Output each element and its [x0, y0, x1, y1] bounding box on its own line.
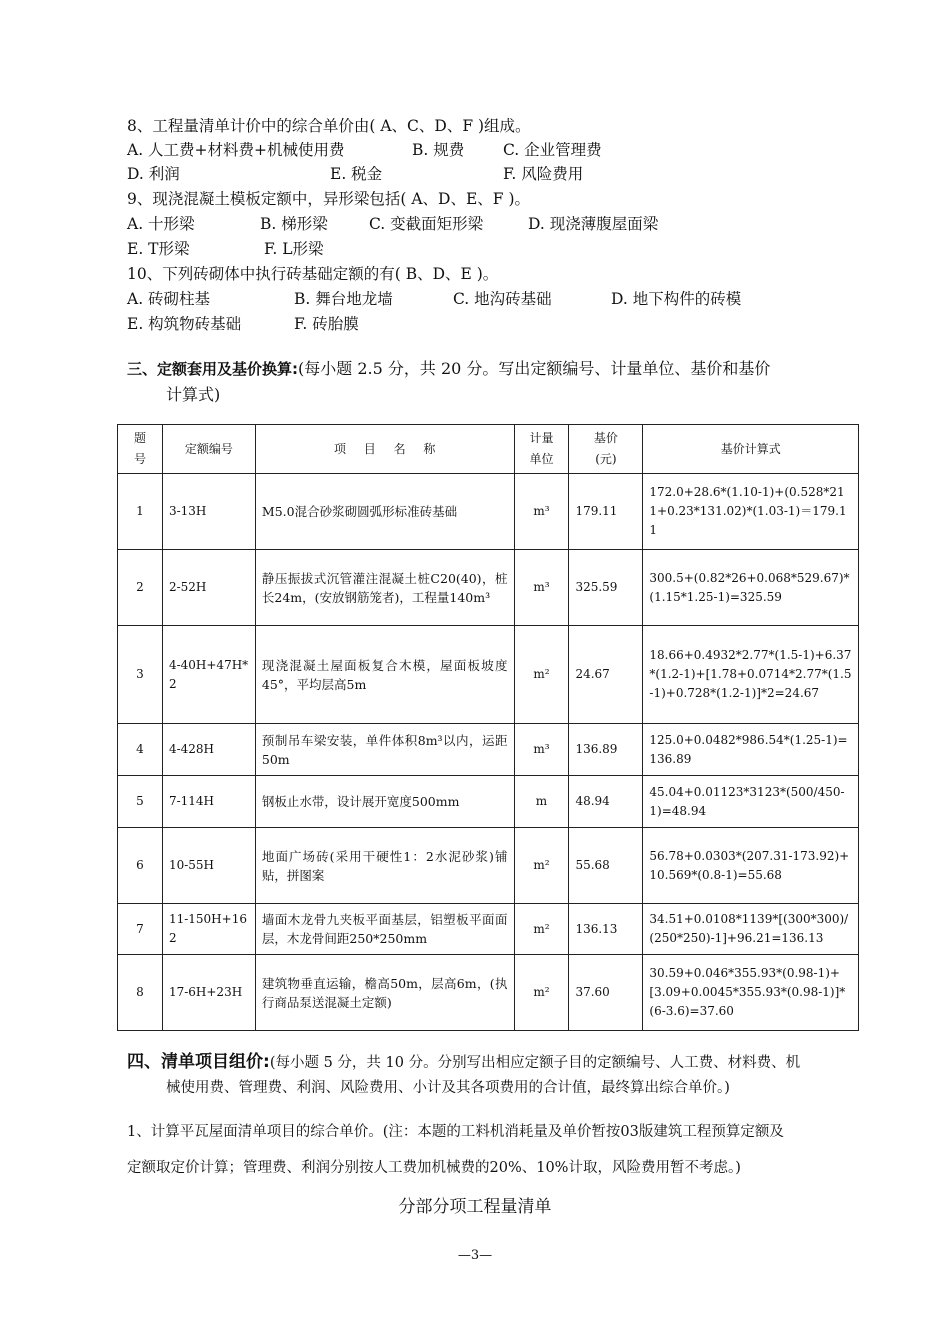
q9-stem: 9、现浇混凝土模板定额中，异形梁包括( A、D、E、F )。	[127, 190, 531, 208]
row-no: 8	[118, 955, 163, 1031]
q10-option-a: A. 砖砌柱基	[127, 290, 211, 308]
header-unit: 计量 单位	[514, 425, 569, 474]
row-code: 17-6H+23H	[162, 955, 255, 1031]
q10-stem: 10、下列砖砌体中执行砖基础定额的有( B、D、E )。	[127, 265, 499, 283]
table-row	[118, 776, 859, 828]
section4-title: 四、清单项目组价:	[127, 1052, 270, 1072]
table-row	[118, 474, 859, 550]
q8-option-c: C. 企业管理费	[503, 141, 602, 159]
row-name: 墙面木龙骨九夹板平面基层，铝塑板平面面层，木龙骨间距250*250mm	[255, 904, 514, 955]
q9-option-e: E. T形梁	[127, 240, 190, 258]
q9-option-a: A. 十形梁	[127, 215, 195, 233]
table-row	[118, 955, 859, 1031]
row-price: 136.13	[569, 904, 643, 955]
header-name: 项 目 名 称	[255, 425, 514, 474]
row-formula: 172.0+28.6*(1.10-1)+(0.528*211+0.23*131.02)*(1.03-1)＝179.11	[643, 474, 859, 550]
row-no: 1	[118, 474, 163, 550]
header-price: 基价 (元)	[569, 425, 643, 474]
row-name: 静压振拔式沉管灌注混凝土桩C20(40)，桩长24m，(安放钢筋笼者)，工程量140m³	[255, 550, 514, 626]
quota-table	[117, 424, 859, 1031]
row-price: 55.68	[569, 828, 643, 904]
header-formula: 基价计算式	[643, 425, 859, 474]
table-row	[118, 550, 859, 626]
q10-option-b: B. 舞台地龙墙	[294, 290, 393, 308]
row-formula: 30.59+0.046*355.93*(0.98-1)+[3.09+0.0045*355.93*(0.98-1)]*(6-3.6)=37.60	[643, 955, 859, 1031]
row-price: 136.89	[569, 724, 643, 776]
q10-option-e: E. 构筑物砖基础	[127, 315, 242, 333]
q9-option-f: F. L形梁	[264, 240, 324, 258]
row-name: 地面广场砖(采用干硬性1：2水泥砂浆)铺贴，拼图案	[255, 828, 514, 904]
row-price: 48.94	[569, 776, 643, 828]
row-code: 4-428H	[162, 724, 255, 776]
list-title: 分部分项工程量清单	[398, 1197, 552, 1217]
row-formula: 56.78+0.0303*(207.31-173.92)+10.569*(0.8-1)=55.68	[643, 828, 859, 904]
row-no: 3	[118, 626, 163, 724]
row-name: 钢板止水带，设计展开宽度500mm	[255, 776, 514, 828]
row-unit: m	[514, 776, 569, 828]
q8-option-e: E. 税金	[330, 165, 383, 183]
row-price: 179.11	[569, 474, 643, 550]
row-unit: m²	[514, 955, 569, 1031]
row-unit: m²	[514, 626, 569, 724]
section4-desc-line2: 械使用费、管理费、利润、风险费用、小计及其各项费用的合计值，最终算出综合单价。)	[166, 1080, 730, 1096]
row-code: 7-114H	[162, 776, 255, 828]
row-formula: 45.04+0.01123*3123*(500/450-1)=48.94	[643, 776, 859, 828]
q10-option-d: D. 地下构件的砖模	[611, 290, 742, 308]
table-header-row	[118, 425, 859, 474]
row-name: 现浇混凝土屋面板复合木模，屋面板坡度45°，平均层高5m	[255, 626, 514, 724]
row-unit: m²	[514, 904, 569, 955]
row-formula: 125.0+0.0482*986.54*(1.25-1)=136.89	[643, 724, 859, 776]
row-code: 2-52H	[162, 550, 255, 626]
row-formula: 18.66+0.4932*2.77*(1.5-1)+6.37*(1.2-1)+[1.78+0.0714*2.77*(1.5-1)+0.728*(1.2-1)]*2=24.67	[643, 626, 859, 724]
row-name: 预制吊车梁安装，单件体积8m³以内，运距50m	[255, 724, 514, 776]
row-unit: m³	[514, 724, 569, 776]
header-no: 题 号	[118, 425, 163, 474]
section3-title: 三、定额套用及基价换算:	[127, 360, 298, 378]
row-unit: m²	[514, 828, 569, 904]
row-unit: m³	[514, 474, 569, 550]
row-code: 4-40H+47H*2	[162, 626, 255, 724]
table-row	[118, 626, 859, 724]
row-no: 7	[118, 904, 163, 955]
row-no: 5	[118, 776, 163, 828]
row-no: 6	[118, 828, 163, 904]
q10-option-c: C. 地沟砖基础	[453, 290, 552, 308]
table-row	[118, 904, 859, 955]
q9-option-c: C. 变截面矩形梁	[369, 215, 484, 233]
row-no: 4	[118, 724, 163, 776]
section3-desc-line1: (每小题 2.5 分，共 20 分。写出定额编号、计量单位、基价和基价	[298, 359, 771, 378]
q9-option-d: D. 现浇薄腹屋面梁	[528, 215, 659, 233]
page-number: —3—	[457, 1248, 493, 1263]
header-code: 定额编号	[162, 425, 255, 474]
row-name: 建筑物垂直运输，檐高50m，层高6m，(执行商品泵送混凝土定额)	[255, 955, 514, 1031]
row-price: 37.60	[569, 955, 643, 1031]
q8-option-d: D. 利润	[127, 165, 180, 183]
row-code: 3-13H	[162, 474, 255, 550]
q9-option-b: B. 梯形梁	[260, 215, 328, 233]
row-code: 11-150H+162	[162, 904, 255, 955]
table-row	[118, 724, 859, 776]
row-price: 325.59	[569, 550, 643, 626]
q10-option-f: F. 砖胎膜	[294, 315, 359, 333]
row-unit: m³	[514, 550, 569, 626]
section4-heading	[127, 1050, 800, 1075]
row-name: M5.0混合砂浆砌圆弧形标准砖基础	[255, 474, 514, 550]
q4-1-line1: 1、计算平瓦屋面清单项目的综合单价。(注：本题的工料机消耗量及单价暂按03版建筑工程预算定额及	[127, 1124, 784, 1140]
row-code: 10-55H	[162, 828, 255, 904]
table-row	[118, 828, 859, 904]
row-no: 2	[118, 550, 163, 626]
q8-option-f: F. 风险费用	[503, 165, 584, 183]
q4-1-line2: 定额取定价计算；管理费、利润分别按人工费加机械费的20%、10%计取，风险费用暂不考虑。)	[127, 1160, 741, 1176]
q8-option-b: B. 规费	[412, 141, 465, 159]
row-price: 24.67	[569, 626, 643, 724]
q8-stem: 8、工程量清单计价中的综合单价由( A、C、D、F )组成。	[127, 117, 531, 135]
row-formula: 34.51+0.0108*1139*[(300*300)/(250*250)-1]+96.21=136.13	[643, 904, 859, 955]
section3-desc-line2: 计算式)	[166, 385, 221, 404]
section4-desc-line1: (每小题 5 分，共 10 分。分别写出相应定额子目的定额编号、人工费、材料费、机	[269, 1055, 801, 1071]
section3-heading	[127, 357, 770, 381]
row-formula: 300.5+(0.82*26+0.068*529.67)*(1.15*1.25-1)=325.59	[643, 550, 859, 626]
q8-option-a: A. 人工费+材料费+机械使用费	[127, 141, 345, 159]
